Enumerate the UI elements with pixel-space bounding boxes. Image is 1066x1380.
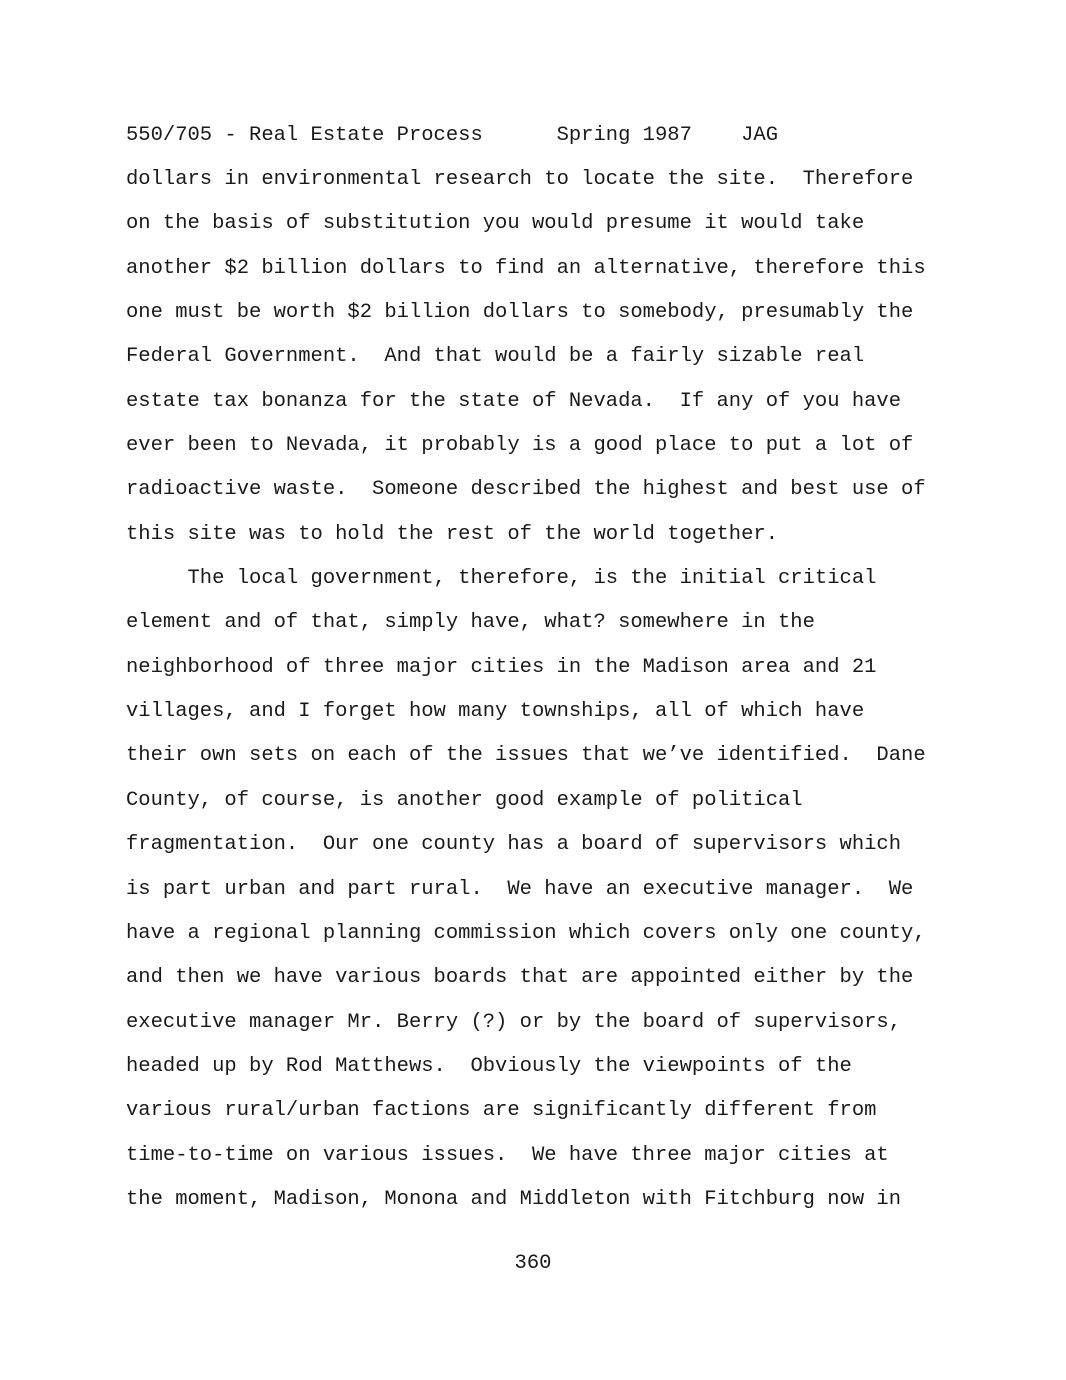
text-line: this site was to hold the rest of the world together. xyxy=(126,522,779,546)
text-line: neighborhood of three major cities in the Madison area and 21 xyxy=(126,655,877,679)
text-line: is part urban and part rural. We have an executive manager. We xyxy=(126,877,914,901)
text-line: ever been to Nevada, it probably is a good place to put a lot of xyxy=(126,434,914,458)
text-line: the moment, Madison, Monona and Middleton with Fitchburg now in xyxy=(126,1187,902,1211)
text-line: and then we have various boards that are appointed either by the xyxy=(126,966,914,990)
text-line: radioactive waste. Someone described the highest and best use of xyxy=(126,478,926,502)
text-line: one must be worth $2 billion dollars to somebody, presumably the xyxy=(126,301,914,325)
text-line: various rural/urban factions are significantly different from xyxy=(126,1099,877,1123)
text-line: on the basis of substitution you would presume it would take xyxy=(126,212,865,236)
page-header: 550/705 - Real Estate Process Spring 1987 JAG xyxy=(126,124,779,147)
text-line: The local government, therefore, is the initial critical xyxy=(126,567,877,591)
body-text xyxy=(126,166,956,1230)
text-line: their own sets on each of the issues that we’ve identified. Dane xyxy=(126,744,926,768)
text-line: Federal Government. And that would be a fairly sizable real xyxy=(126,345,865,369)
text-line: time-to-time on various issues. We have three major cities at xyxy=(126,1143,889,1167)
text-line: fragmentation. Our one county has a board of supervisors which xyxy=(126,833,902,857)
text-line: headed up by Rod Matthews. Obviously the viewpoints of the xyxy=(126,1054,852,1078)
text-line: dollars in environmental research to locate the site. Therefore xyxy=(126,168,914,191)
text-line: villages, and I forget how many townships, all of which have xyxy=(126,700,865,724)
text-line: executive manager Mr. Berry (?) or by the board of supervisors, xyxy=(126,1010,902,1034)
page-number: 360 xyxy=(514,1252,552,1275)
text-line: County, of course, is another good example of political xyxy=(126,788,803,812)
text-line: element and of that, simply have, what? somewhere in the xyxy=(126,611,815,635)
text-line: have a regional planning commission which covers only one county, xyxy=(126,921,926,945)
text-line: estate tax bonanza for the state of Nevada. If any of you have xyxy=(126,389,902,413)
text-line: another $2 billion dollars to find an alternative, therefore this xyxy=(126,256,926,280)
